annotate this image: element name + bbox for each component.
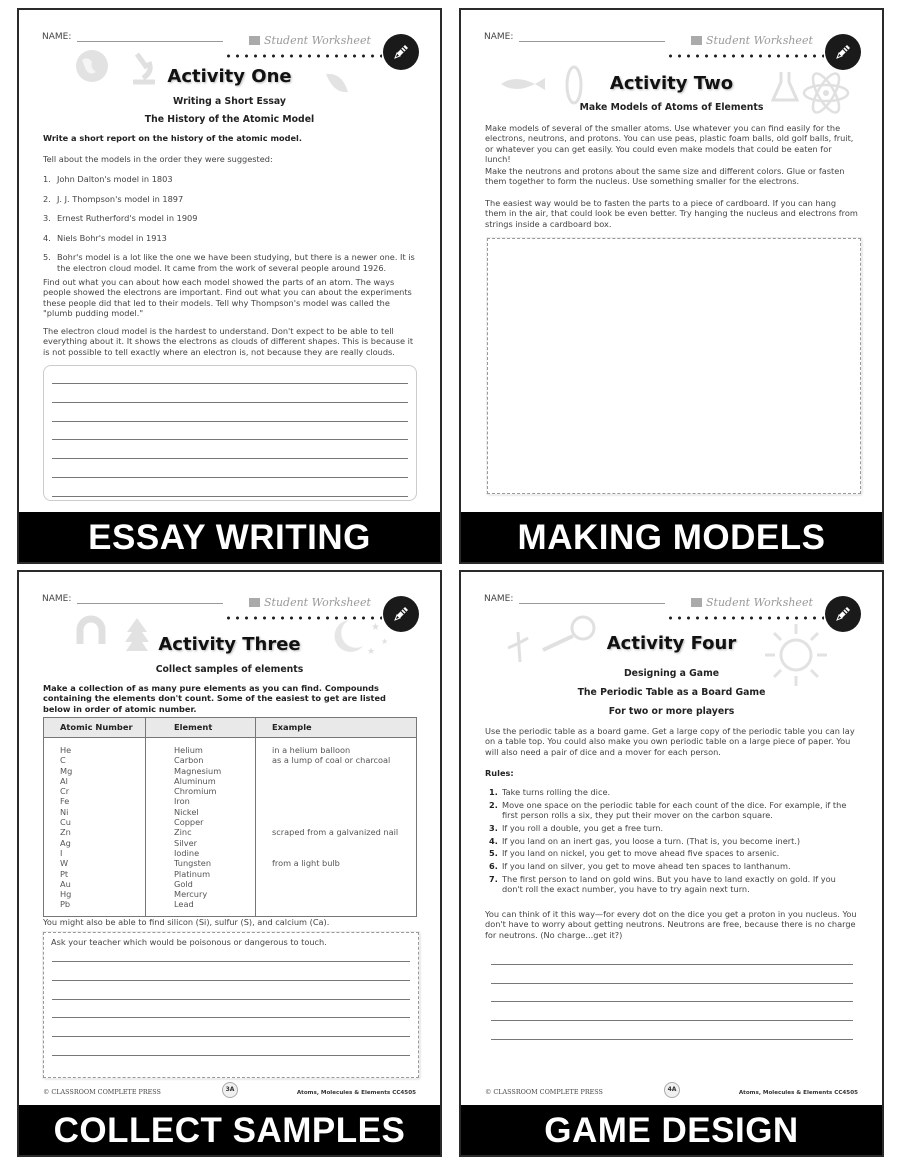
instruction-text: Write a short report on the history of the atomic model. [43,133,302,143]
list-item: 6. If you land on silver, you get to move ahead ten spaces to lanthanum. [489,860,791,871]
activity-subtitle: Writing a Short Essay [173,96,286,107]
table-cell-line: Zn [60,827,71,838]
table-cell-line: Chromium [174,786,217,797]
table-cell-line [272,776,410,786]
table-cell-line: Pt [60,868,69,879]
table-row [44,738,417,917]
series-label: Atoms, Molecules & Elements CC4505 [738,1090,858,1096]
worksheet-page [461,10,882,512]
student-worksheet-label: Student Worksheet [691,596,813,609]
model-list [43,174,416,282]
worksheet-card-making-models [459,8,884,564]
student-worksheet-label: Student Worksheet [691,34,813,47]
book-icon [249,598,260,607]
elements-table [43,717,417,917]
dotted-divider [666,54,824,58]
activity-subtitle: Collect samples of elements [155,664,304,675]
list-item: 3. If you roll a double, you get a free turn. [489,822,664,833]
publisher-label: © CLASSROOM COMPLETE PRESS [485,1088,603,1096]
table-cell-line [272,796,410,806]
table-cell-line: C [60,755,66,766]
book-icon [691,36,702,45]
table-cell-line: Iron [174,796,190,807]
name-field-line [77,41,223,42]
table-cell-line [272,879,410,889]
table-cell-line: Platinum [174,868,211,879]
activity-subtitle: The History of the Atomic Model [144,114,315,125]
activity-subtitle: The Periodic Table as a Board Game [577,687,766,698]
page-number: 3A [222,1082,238,1098]
table-cell-line: Mg [60,765,73,776]
student-worksheet-label: Student Worksheet [249,34,371,47]
paragraph: Find out what you can about how each model showed the parts of an atom. The ways people showed the electrons are important. Find out what you can about the experiments these people did that led to their models. Tell why Thompson's model was called the "plumb pudding model." [43,277,412,319]
worksheet-page [19,572,440,1105]
list-item: 1. John Dalton's model in 1803 [43,174,173,184]
worksheet-card-game-design [459,570,884,1157]
name-label: NAME: [484,32,514,42]
instruction-text: Make a collection of as many pure elements as you can find. Compounds containing the elements don't count. Some of the easiest to get are listed below in order of atomic number. [43,683,386,714]
activity-title: Activity Three [158,634,301,655]
writing-area[interactable] [43,365,417,501]
pencil-icon [825,34,861,70]
table-cell-line: Magnesium [174,765,222,776]
list-item: 2. J. J. Thompson's model in 1897 [43,193,184,204]
table-cell-line [272,889,410,899]
activity-title: Activity One [167,66,292,87]
student-worksheet-label: Student Worksheet [249,596,371,609]
closing-paragraph: You can think of it this way—for every dot on the dice you get a proton in you nucleus. You don't have to worry about getting neutrons. Neutrons are free, because there is no charge for neutrons. (No charge...get it?) [485,909,857,940]
book-icon [691,598,702,607]
table-cell-line [272,848,410,858]
sun-icon [761,620,831,690]
paragraph: Make models of several of the smaller atoms. Use whatever you can find easily for the electrons, neutrons, and protons. You can use peas, plastic foam balls, old golf balls, fruit, or whatever you can get easily. You could even make models that could be eaten for lunch! [485,123,854,165]
list-item: 3. Ernest Rutherford's model in 1909 [43,213,198,224]
list-item: 4. If you land on an inert gas, you loose a turn. (That is, you become inert.) [489,835,801,846]
table-cell-line: Fe [60,796,70,807]
table-cell-line: from a light bulb [272,858,340,869]
paragraph: The easiest way would be to fasten the parts to a piece of cardboard. If you can hang them in the air, that could look be even better. Try hanging the nucleus and electrons from strings inside a cardboard box. [485,198,858,229]
table-cell-line: Copper [174,817,204,828]
paragraph: Make the neutrons and protons about the same size and different colors. Glue or fasten them together to form the nucleus. Use something smaller for the electrons. [485,166,845,187]
table-cell-line [272,817,410,827]
elements-cell [146,738,256,917]
page-number: 4A [664,1082,680,1098]
svg-text:★: ★ [367,647,376,656]
rules-list [485,787,858,897]
worksheet-card-collect-samples [17,570,442,1157]
name-label: NAME: [42,32,72,42]
table-cell-line: Helium [174,745,203,755]
table-cell-line: Silver [174,837,197,848]
table-cell-line: in a helium balloon [272,745,351,755]
table-cell-line: Carbon [174,755,204,766]
table-cell-line: Ag [60,837,71,848]
table-cell-line [272,766,410,776]
list-item: 5. If you land on nickel, you get to move ahead five spaces to arsenic. [489,848,780,859]
table-cell-line: I [60,847,63,858]
table-cell-line: as a lump of coal or charcoal [272,755,391,766]
intro-paragraph: Use the periodic table as a board game. Get a large copy of the periodic table you can lay on a table top. You could also make you own periodic table on a large piece of paper. You will also need a pair of dice and a mover for each person. [485,726,855,757]
activity-subtitle: For two or more players [608,706,735,717]
worksheet-card-essay-writing [17,8,442,564]
lead-text: Tell about the models in the order they were suggested: [43,154,273,164]
banner-label: COLLECT SAMPLES [19,1105,440,1155]
banner-label: MAKING MODELS [461,512,882,562]
dotted-divider [224,54,382,58]
table-cell-line: Al [60,775,68,786]
list-item: 2. Move one space on the periodic table for each count of the dice. For example, if the first person rolls a six, they put their mover on the carbon square. [489,799,847,821]
svg-text:★: ★ [371,622,380,633]
box-prompt: Ask your teacher which would be poisonous or dangerous to touch. [51,937,327,947]
table-cell-line: Tungsten [174,858,212,869]
name-field-line [77,603,223,604]
writing-area[interactable] [491,952,853,1047]
list-item: 7. The first person to land on gold wins. But you have to land exactly on gold. If you don't roll the exact number, you have to try again next turn. [489,873,836,895]
activity-subtitle: Designing a Game [623,668,720,679]
column-header: Atomic Number [44,718,146,738]
writing-area[interactable] [43,932,419,1078]
list-item: 4. Niels Bohr's model in 1913 [43,232,167,243]
column-header: Example [256,718,417,738]
table-cell-line: Mercury [174,889,208,900]
table-cell-line: Cu [60,817,71,828]
pencil-icon [383,34,419,70]
banner-label: ESSAY WRITING [19,512,440,562]
name-label: NAME: [42,594,72,604]
table-cell-line: Cr [60,786,70,797]
table-cell-line [272,838,410,848]
table-cell-line [272,869,410,879]
svg-text:★: ★ [381,637,389,646]
table-cell-line: Pb [60,899,71,910]
table-cell-line: Ni [60,806,69,817]
examples-cell [256,738,417,917]
table-cell-line: Lead [174,899,194,910]
table-cell-line [272,786,410,796]
rules-label: Rules: [485,768,514,778]
activity-subtitle: Make Models of Atoms of Elements [579,102,764,113]
paragraph: The electron cloud model is the hardest to understand. Don't expect to be able to tell everything about it. It shows the electrons as clouds of different shapes. This is because it is not possible to tell exactly where an electron is, not because they are really clouds. [43,326,414,357]
table-cell-line: Gold [174,878,193,889]
list-item: 1. Take turns rolling the dice. [489,787,611,797]
worksheet-page [19,10,440,512]
table-cell-line: Nickel [174,806,199,817]
banner-label: GAME DESIGN [461,1105,882,1155]
table-cell-line: Zinc [174,827,192,838]
table-cell-line: W [60,858,69,869]
name-field-line [519,41,665,42]
table-cell-line [272,899,410,909]
activity-title: Activity Two [609,73,734,94]
publisher-label: © CLASSROOM COMPLETE PRESS [43,1088,161,1096]
name-label: NAME: [484,594,514,604]
activity-title: Activity Four [606,633,737,654]
column-header: Element [146,718,256,738]
table-cell-line: scraped from a galvanized nail [272,827,399,838]
symbols-cell [44,738,146,917]
list-item: 5. Bohr's model is a lot like the one we have been studying, but there is a newer one. It is the electron cloud model. It came from the work of several people around 1926. [43,252,415,273]
table-cell-line: He [60,745,72,755]
table-cell-line: Aluminum [174,775,216,786]
table-cell-line: Iodine [174,847,200,858]
series-label: Atoms, Molecules & Elements CC4505 [296,1090,416,1096]
book-icon [249,36,260,45]
name-field-line [519,603,665,604]
table-cell-line: Hg [60,889,72,900]
table-cell-line: Au [60,878,71,889]
drawing-area[interactable] [487,238,861,494]
table-cell-line [272,807,410,817]
worksheet-page [461,572,882,1105]
additional-elements-note: You might also be able to find silicon (Si), sulfur (S), and calcium (Ca). [43,917,330,927]
